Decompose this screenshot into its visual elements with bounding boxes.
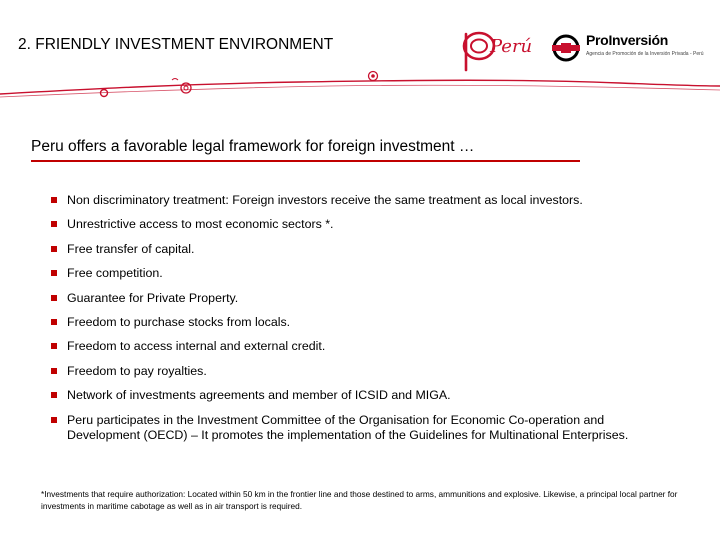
bullet-text: Network of investments agreements and member of ICSID and MIGA. [67,388,451,403]
bullet-square-icon [51,270,57,276]
proinversion-logo [552,32,702,66]
bullet-square-icon [51,417,57,423]
bullet-text: Peru participates in the Investment Committee of the Organisation for Economic Co-operation and Development (OECD) – It promotes the implementation of the Guidelines for Multinational Enterprises. [67,412,629,443]
slide-heading: 2. FRIENDLY INVESTMENT ENVIRONMENT [18,36,334,53]
bullet-text: Unrestrictive access to most economic sectors *. [67,217,334,232]
bullet-text: Guarantee for Private Property. [67,290,239,305]
bullet-item-access-credit [51,339,671,355]
bullet-item-investment-agreements [51,388,671,404]
proinversion-mark-icon [552,34,580,62]
bullet-item-free-transfer [51,242,671,258]
bullet-text: Freedom to purchase stocks from locals. [67,314,291,329]
bullet-text: Non discriminatory treatment: Foreign investors receive the same treatment as local investors. [67,193,583,207]
bullet-square-icon [51,221,57,227]
bullet-square-icon [51,295,57,301]
bullet-square-icon [51,343,57,349]
bullet-text: Freedom to access internal and external credit. [67,339,326,354]
bullet-item-non-discriminatory [51,193,671,209]
peru-logo-wordmark: Perú [490,36,533,57]
bullet-square-icon [51,319,57,325]
bullet-item-purchase-stocks [51,315,671,331]
bullet-square-icon [51,368,57,374]
decorative-brush-stroke [0,62,720,112]
bullet-square-icon [51,392,57,398]
slide-subtitle: Peru offers a favorable legal framework for foreign investment … [31,138,475,155]
bullet-text: Freedom to pay royalties. [67,363,207,378]
bullet-item-pay-royalties [51,364,671,380]
bullet-item-oecd [51,413,671,444]
proinversion-tagline: Agencia de Promoción de la Inversión Privada - Perú [586,51,704,57]
bullet-item-free-competition [51,266,671,282]
bullet-square-icon [51,246,57,252]
bullet-text: Free competition. [67,266,163,281]
proinversion-name: ProInversión [586,32,668,48]
bullet-text: Free transfer of capital. [67,241,195,256]
subtitle-underline [31,160,580,162]
bullet-square-icon [51,197,57,203]
bullet-item-unrestrictive-access [51,217,671,233]
bullet-item-private-property [51,291,671,307]
bullet-list [51,193,671,452]
footnote: *Investments that require authorization: Located within 50 km in the frontier line and those destined to arms, ammunitions and explosive. Likewise, a principal local partner for investments in maritime cabotage as well as in air transport is required. [41,489,678,511]
